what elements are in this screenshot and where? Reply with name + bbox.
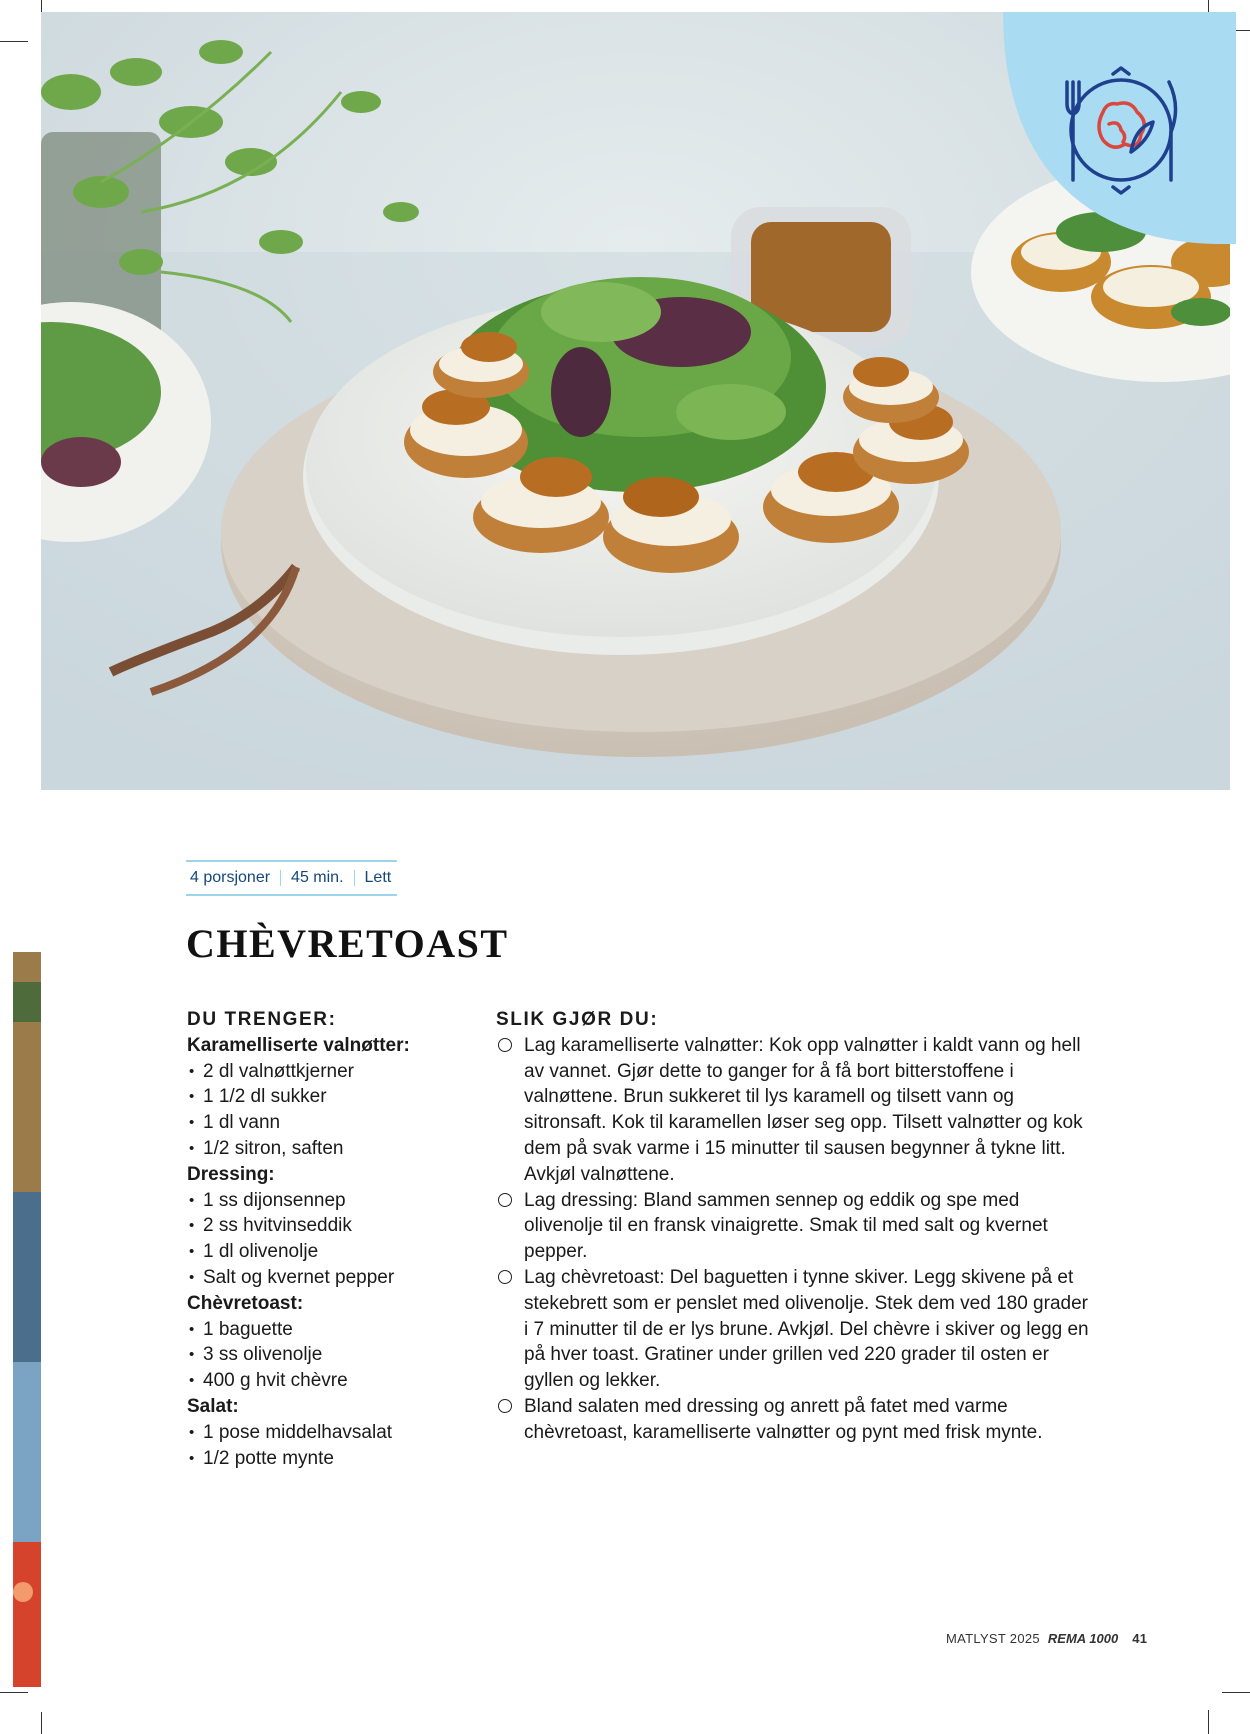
step-text: Lag dressing: Bland sammen sennep og eddik og spe med olivenolje til en fransk vinaigrette. Smak til med salt og kvernet pepper. bbox=[524, 1189, 1048, 1263]
ingredient-list bbox=[187, 1317, 477, 1394]
crop-mark bbox=[0, 1692, 28, 1693]
ingredient-group-title: Salat: bbox=[187, 1395, 239, 1417]
ingredient-item: • 2 dl valnøttkjerner bbox=[187, 1059, 477, 1085]
method-steps bbox=[496, 1033, 1096, 1446]
crop-mark bbox=[1208, 1710, 1209, 1734]
page-number: 41 bbox=[1132, 1631, 1148, 1646]
ingredient-item: • 1 ss dijonsennep bbox=[187, 1188, 477, 1214]
step-bullet-icon bbox=[498, 1193, 512, 1207]
step-text: Lag karamelliserte valnøtter: Kok opp valnøtter i kaldt vann og hell av vannet. Gjør dette to ganger for å få bort bitterstoffene i valnøttene. Brun sukkeret til lys karamell og tilsett vann og sitronsaft. Kok til karamellen løser seg opp. Tilsett valnøtter og kok dem på svak varme i 15 minutter til sausen begynner å tykne litt. Avkjøl valnøttene. bbox=[524, 1034, 1083, 1185]
step-bullet-icon bbox=[498, 1038, 512, 1052]
ingredient-list bbox=[187, 1188, 477, 1291]
ingredient-item: • 400 g hvit chèvre bbox=[187, 1368, 477, 1394]
divider bbox=[354, 870, 355, 886]
ingredient-item: • 1/2 sitron, saften bbox=[187, 1136, 477, 1162]
ingredient-item: • 3 ss olivenolje bbox=[187, 1342, 477, 1368]
ingredient-item: • Salt og kvernet pepper bbox=[187, 1265, 477, 1291]
ingredient-item: • 1 baguette bbox=[187, 1317, 477, 1343]
method-heading: SLIK GJØR DU: bbox=[496, 1009, 659, 1030]
brand-logo: REMA 1000 bbox=[1047, 1631, 1119, 1646]
ingredient-item: • 1 dl olivenolje bbox=[187, 1239, 477, 1265]
crop-mark bbox=[0, 41, 28, 42]
step-bullet-icon bbox=[498, 1399, 512, 1413]
ingredient-list bbox=[187, 1420, 477, 1472]
divider bbox=[280, 870, 281, 886]
ingredient-group-title: Dressing: bbox=[187, 1163, 275, 1185]
ingredient-item: • 2 ss hvitvinseddik bbox=[187, 1213, 477, 1239]
adjacent-page-strip bbox=[13, 952, 41, 1687]
servings: 4 porsjoner bbox=[190, 869, 271, 886]
ingredients-heading: DU TRENGER: bbox=[187, 1009, 337, 1030]
recipe-meta-bar bbox=[186, 860, 397, 896]
method-step bbox=[496, 1265, 1096, 1394]
ingredient-item: • 1 1/2 dl sukker bbox=[187, 1084, 477, 1110]
ingredient-item: • 1 pose middelhavsalat bbox=[187, 1420, 477, 1446]
crop-mark bbox=[41, 1712, 42, 1734]
ingredient-list bbox=[187, 1059, 477, 1162]
page-footer bbox=[946, 1631, 1147, 1646]
method-step bbox=[496, 1188, 1096, 1265]
step-bullet-icon bbox=[498, 1270, 512, 1284]
method-step bbox=[496, 1394, 1096, 1446]
method-step bbox=[496, 1033, 1096, 1188]
ingredient-group-title: Chèvretoast: bbox=[187, 1292, 304, 1314]
ingredient-item: • 1/2 potte mynte bbox=[187, 1446, 477, 1472]
publication-name: MATLYST 2025 bbox=[946, 1631, 1040, 1646]
difficulty: Lett bbox=[364, 869, 392, 886]
method-column bbox=[496, 1007, 1096, 1446]
ingredient-group-title: Karamelliserte valnøtter: bbox=[187, 1034, 410, 1056]
step-text: Bland salaten med dressing og anrett på fatet med varme chèvretoast, karamelliserte valnøtter og pynt med frisk mynte. bbox=[524, 1395, 1043, 1443]
ingredients-column bbox=[187, 1007, 477, 1471]
plate-cutlery-icon bbox=[1003, 12, 1236, 244]
recipe-title: CHÈVRETOAST bbox=[186, 921, 509, 966]
crop-mark bbox=[1222, 1692, 1250, 1693]
ingredient-item: • 1 dl vann bbox=[187, 1110, 477, 1136]
step-text: Lag chèvretoast: Del baguetten i tynne skiver. Legg skivene på et stekebrett som er penslet med olivenolje. Stek dem ved 180 grader i 7 minutter til de er lys brune. Avkjøl. Del chèvre i skiver og legg en på hver toast. Gratiner under grillen ved 220 grader til osten er gyllen og lekker. bbox=[524, 1266, 1089, 1392]
cook-time: 45 min. bbox=[291, 869, 344, 886]
